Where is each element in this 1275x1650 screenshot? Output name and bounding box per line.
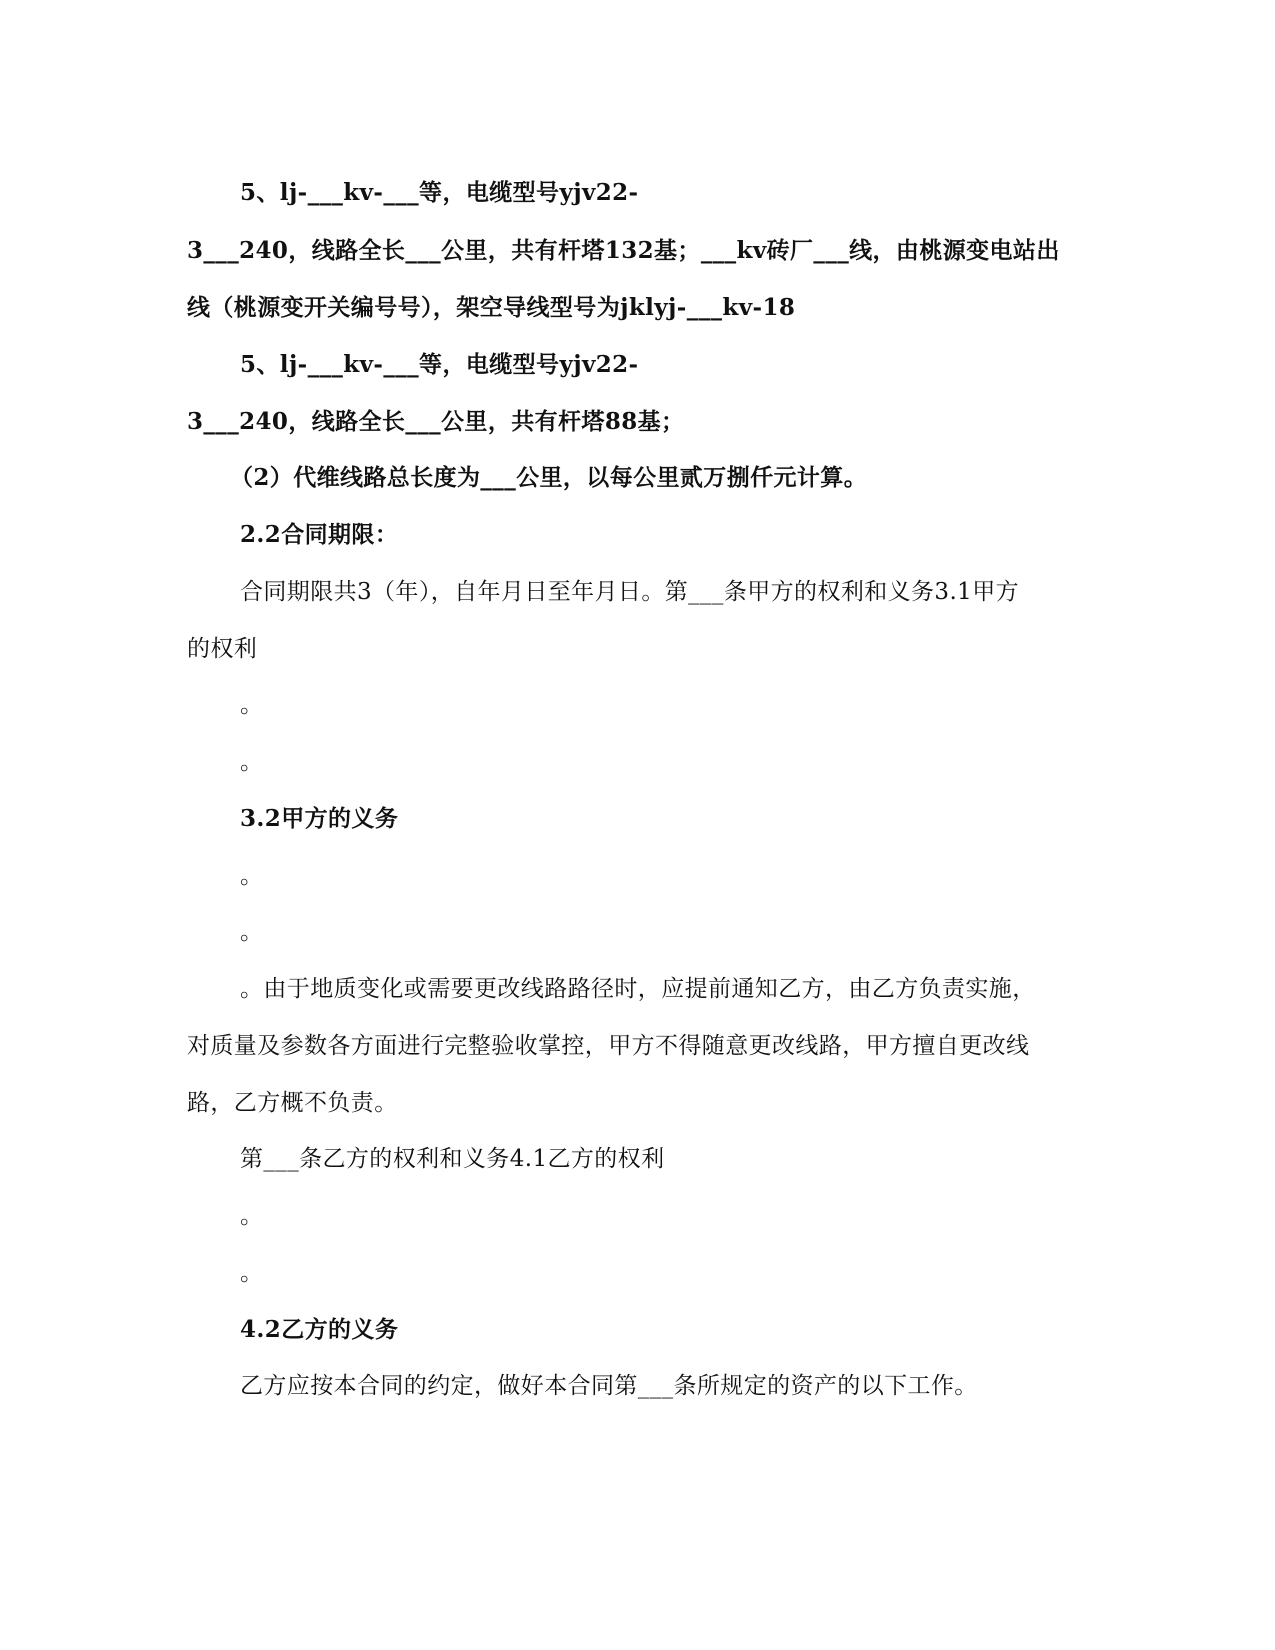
section-heading: 4.2乙方的义务: [240, 1316, 399, 1343]
para-line: 。: [240, 692, 264, 718]
para-line: 。: [240, 1203, 264, 1229]
para-line: 第___条乙方的权利和义务4.1乙方的权利: [240, 1146, 665, 1172]
para-line: 乙方应按本合同的约定，做好本合同第___条所规定的资产的以下工作。: [240, 1373, 978, 1399]
para-line: 。: [240, 749, 264, 775]
para-line: 5、lj-___kv-___等，电缆型号yjv22-: [240, 179, 639, 206]
para-line: 对质量及参数各方面进行完整验收掌控，甲方不得随意更改线路，甲方擅自更改线: [187, 1033, 1030, 1059]
para-line: 。: [240, 1260, 264, 1286]
para-line: 3___240，线路全长___公里，共有杆塔132基；___kv砖厂___线，由桃源变电站出: [187, 237, 1060, 264]
para-line: 线（桃源变开关编号号），架空导线型号为jklyj-___kv-18: [187, 294, 796, 321]
para-line: 3___240，线路全长___公里，共有杆塔88基；: [187, 408, 685, 435]
para-line: 合同期限共3（年），自年月日至年月日。第___条甲方的权利和义务3.1甲方: [240, 579, 1020, 605]
section-heading: 3.2甲方的义务: [240, 805, 399, 832]
para-line: 路，乙方概不负责。: [187, 1090, 398, 1116]
para-line: （2）代维线路总长度为___公里，以每公里贰万捌仟元计算。: [230, 464, 868, 491]
para-line: 。: [240, 863, 264, 889]
para-line: 5、lj-___kv-___等，电缆型号yjv22-: [240, 351, 639, 378]
para-line: 。由于地质变化或需要更改线路路径时，应提前通知乙方，由乙方负责实施，: [240, 976, 1036, 1002]
para-line: 。: [240, 919, 264, 945]
para-line: 的权利: [187, 636, 258, 662]
section-heading: 2.2合同期限：: [240, 521, 399, 548]
